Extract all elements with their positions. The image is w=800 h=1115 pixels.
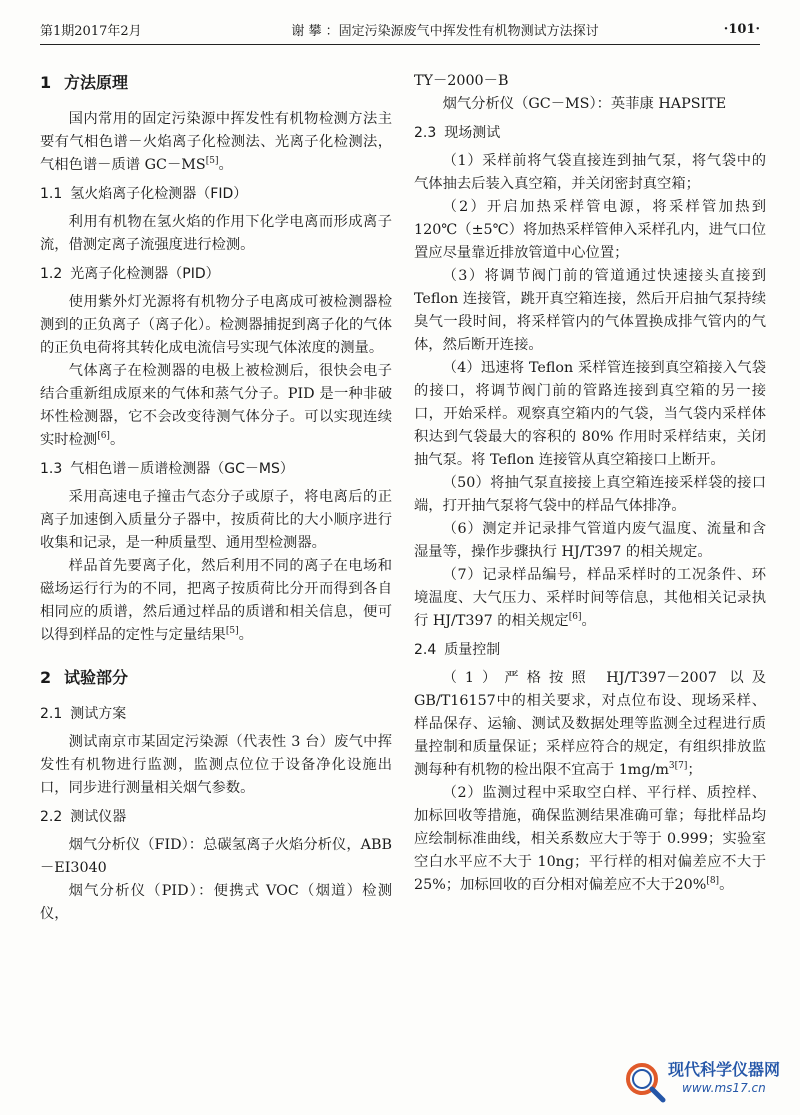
paragraph: （2）监测过程中采取空白样、平行样、质控样、加标回收等措施，确保监测结果准确可靠；每批样品均应绘制标准曲线，相关系数应大于等于 0.999；实验室空白水平应不大于 10ng；平行样的相对偏差应不大于 25%；加标回收的百分相对偏差应不大于20%[8]。 [414, 785, 766, 893]
section-heading: 1 方法原理 [40, 73, 129, 92]
paragraph: （4）迅速将 Teflon 采样管连接到真空箱接入气袋的接口，将调节阀门前的管路连接到真空箱的另一接口，开始采样。观察真空箱内的气袋，当气袋内采样体积达到气袋最大的容积的 80% 作用时采样结束，关闭抽气泵。将 Teflon 连接管从真空箱接口上断开。 [414, 360, 766, 468]
citation: [6] [568, 612, 582, 623]
citation: [6] [97, 431, 110, 442]
paragraph: （1）严格按照 HJ/T397－2007 以及 GB/T16157中的相关要求，对点位布设、现场采样、样品保存、运输、测试及数据处理等监测全过程进行质量控制和质量保证；采样应符合的规定，有组织排放监测每种有机物的检出限不宜高于 $1mg/m^{3[7]}$； [414, 670, 766, 778]
page-header [40, 14, 760, 45]
paragraph: 烟气分析仪（GC－MS）：英菲康 HAPSITE [442, 96, 727, 112]
paragraph: 测试南京市某固定污染源（代表性 3 台）废气中挥发性有机物进行监测，监测点位位于设备净化设施出口，同步进行测量相关烟气参数。 [40, 734, 392, 796]
subsection-heading: 2.3 现场测试 [414, 125, 501, 141]
subsection-heading: 2.2 测试仪器 [40, 809, 127, 825]
right-column [414, 70, 766, 897]
citation: [5] [225, 626, 239, 637]
paragraph: TY－2000－B [414, 73, 509, 89]
paragraph: 使用紫外灯光源将有机物分子电离成可被检测器检测到的正负离子（离子化）。检测器捕捉到离子化的气体的正负电荷将其转化成电流信号实现气体浓度的测量。 [40, 294, 392, 356]
subsection-heading: 1.2 光离子化检测器（PID） [40, 266, 220, 282]
paragraph: （6）测定并记录排气管道内废气温度、流量和含湿量等，操作步骤执行 HJ/T397 的相关规定。 [414, 521, 766, 560]
paragraph: 气体离子在检测器的电极上被检测后，很快会电子结合重新组成原来的气体和蒸气分子。PID 是一种非破坏性检测器，它不会改变待测气体分子。可以实现连续实时检测[6]。 [40, 363, 392, 448]
paragraph: 国内常用的固定污染源中挥发性有机物检测方法主要有气相色谱－火焰离子化检测法、光离子化检测法，气相色谱－质谱 GC－MS[5]。 [40, 111, 392, 173]
paragraph: 利用有机物在氢火焰的作用下化学电离而形成离子流，借测定离子流强度进行检测。 [40, 214, 392, 253]
paragraph: 烟气分析仪（PID）：便携式 VOC（烟道）检测仪， [40, 883, 392, 922]
paragraph: （7）记录样品编号，样品采样时的工况条件、环境温度、大气压力、采样时间等信息，其他相关记录执行 HJ/T397 的相关规定[6]。 [414, 567, 766, 629]
magnifier-logo-icon [622, 1059, 666, 1103]
watermark-url: www.ms17.cn [682, 1081, 766, 1095]
subsection-heading: 2.1 测试方案 [40, 706, 127, 722]
watermark-title: 现代科学仪器网 [668, 1060, 781, 1079]
paragraph: 采用高速电子撞击气态分子或原子，将电离后的正离子加速倒入质量分子器中，按质荷比的大小顺序进行收集和记录，是一种质量型、通用型检测器。 [40, 489, 392, 551]
journal-issue: 第1期2017年2月 [40, 23, 142, 39]
page-number: ·101· [723, 21, 760, 37]
section-heading: 2 试验部分 [40, 668, 129, 687]
citation: [8] [706, 876, 720, 887]
paragraph: 烟气分析仪（FID）：总碳氢离子火焰分析仪，ABB－EI3040 [40, 837, 392, 876]
running-title: 谢 攀 ：固定污染源废气中挥发性有机物测试方法探讨 [291, 23, 599, 39]
subsection-heading: 2.4 质量控制 [414, 642, 501, 658]
subsection-heading: 1.3 气相色谱－质谱检测器（GC－MS） [40, 461, 294, 477]
paragraph: 样品首先要离子化，然后利用不同的离子在电场和磁场运行行为的不同，把离子按质荷比分开而得到各自相同应的质谱，然后通过样品的质谱和相关信息，便可以得到样品的定性与定量结果[5]。 [40, 558, 392, 643]
citation: 3[7] [668, 761, 688, 772]
paragraph: （1）采样前将气袋直接连到抽气泵，将气袋中的气体抽去后装入真空箱，并关闭密封真空箱； [414, 153, 766, 192]
subsection-heading: 1.1 氢火焰离子化检测器（FID） [40, 186, 248, 202]
paragraph: （2）开启加热采样管电源，将采样管加热到120℃（±5℃）将加热采样管伸入采样孔内，进气口位置应尽量靠近排放管道中心位置； [414, 199, 766, 261]
site-watermark [622, 1055, 792, 1107]
paragraph: （3）将调节阀门前的管道通过快速接头直接到Teflon 连接管，跳开真空箱连接，然后开启抽气泵持续臭气一段时间，将采样管内的气体置换成排气管内的气体，然后断开连接。 [414, 268, 766, 353]
left-column [40, 66, 392, 926]
paragraph: （50）将抽气泵直接接上真空箱连接采样袋的接口端，打开抽气泵将气袋中的样品气体排净。 [414, 475, 766, 514]
citation: [5] [205, 156, 219, 167]
